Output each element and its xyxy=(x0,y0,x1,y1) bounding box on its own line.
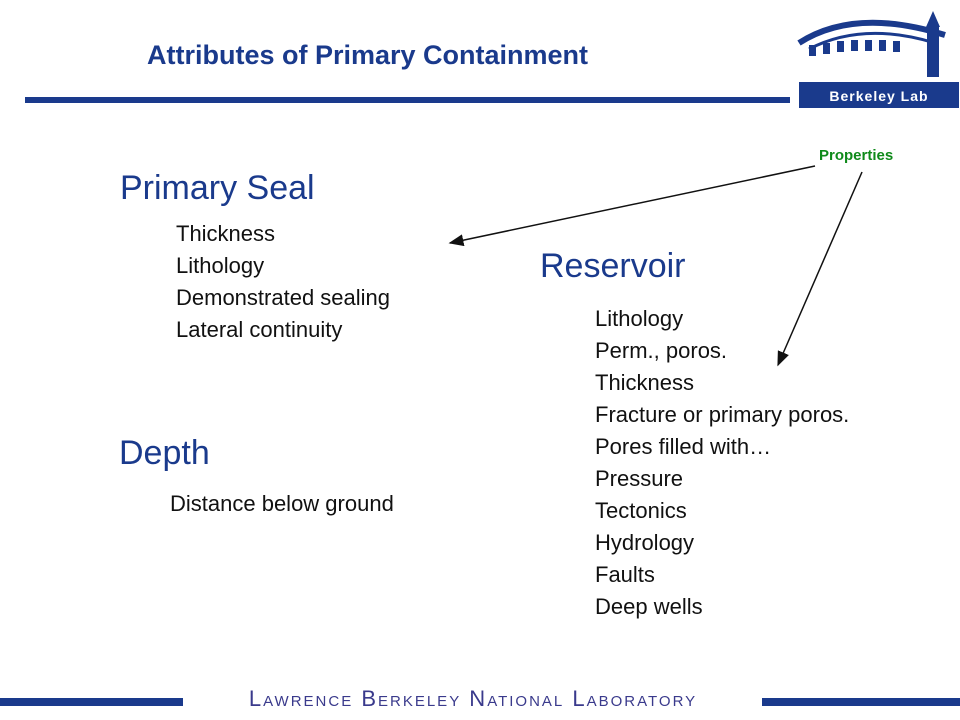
reservoir-item: Pressure xyxy=(595,466,684,491)
reservoir-item: Perm., poros. xyxy=(595,338,728,363)
reservoir-item: Hydrology xyxy=(595,530,695,555)
slide-title: Attributes of Primary Containment xyxy=(147,40,589,70)
footer-bar-right xyxy=(762,698,960,706)
primary-seal-item: Thickness xyxy=(176,221,276,246)
reservoir-item: Faults xyxy=(595,562,655,587)
footer-bar-left xyxy=(0,698,183,706)
reservoir-heading: Reservoir xyxy=(540,247,686,285)
reservoir-item: Tectonics xyxy=(595,498,687,523)
reservoir-item: Lithology xyxy=(595,306,684,331)
arrow-to-reservoir xyxy=(778,172,862,365)
primary-seal-heading: Primary Seal xyxy=(120,169,315,207)
depth-heading: Depth xyxy=(119,434,210,472)
reservoir-item: Deep wells xyxy=(595,594,703,619)
footer-lab-name: Lawrence Berkeley National Laboratory xyxy=(248,686,698,711)
primary-seal-item: Demonstrated sealing xyxy=(176,285,391,310)
reservoir-item: Fracture or primary poros. xyxy=(595,402,850,427)
reservoir-item: Thickness xyxy=(595,370,695,395)
primary-seal-item: Lateral continuity xyxy=(176,317,343,342)
depth-item: Distance below ground xyxy=(170,491,394,516)
primary-seal-item: Lithology xyxy=(176,253,265,278)
arrow-to-primary-seal xyxy=(450,166,815,243)
logo-text: Berkeley Lab xyxy=(829,88,929,104)
properties-annotation: Properties xyxy=(819,147,894,164)
reservoir-item: Pores filled with… xyxy=(595,434,772,459)
